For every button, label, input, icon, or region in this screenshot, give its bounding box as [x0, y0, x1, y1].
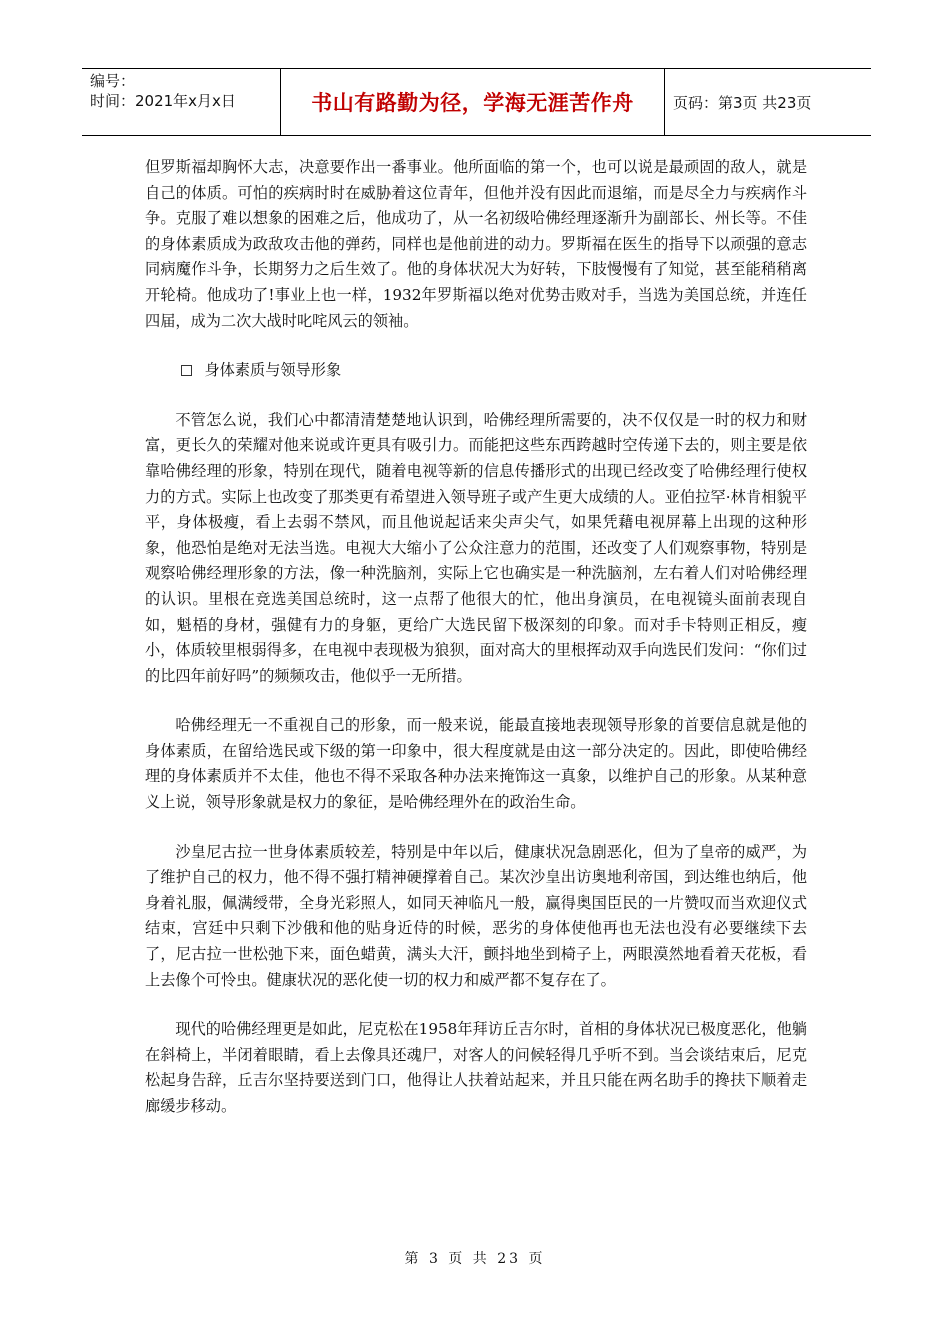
- section-heading-text: 身体素质与领导形象: [204, 361, 342, 380]
- header-meta-cell: [82, 69, 281, 135]
- header-page-cell: [665, 69, 871, 135]
- document-body: [145, 155, 807, 1144]
- paragraph-roosevelt: 但罗斯福却胸怀大志，决意要作出一番事业。他所面临的第一个，也可以说是最顽固的敌人，就是自己的体质。可怕的疾病时时在威胁着这位青年，但他并没有因此而退缩，而是尽全力与疾病作斗争。克服了难以想象的困难之后，他成功了，从一名初级哈佛经理逐渐升为副部长、州长等。不佳的身体素质成为政敌攻击他的弹药，同样也是他前进的动力。罗斯福在医生的指导下以顽强的意志同病魔作斗争，长期努力之后生效了。他的身体状况大为好转，下肢慢慢有了知觉，甚至能稍稍离开轮椅。他成功了!事业上也一样，1932年罗斯福以绝对优势击败对手，当选为美国总统，并连任四届，成为二次大战时叱咤风云的领袖。: [145, 158, 807, 330]
- motto-text: 书山有路勤为径，学海无涯苦作舟: [311, 91, 634, 115]
- serial-number-label: 编号：: [90, 72, 136, 90]
- page-info-text: 页码：第3页 共23页: [673, 93, 812, 112]
- paragraph-tsar-nicholas: 沙皇尼古拉一世身体素质较差，特别是中年以后，健康状况急剧恶化，但为了皇帝的威严，为了维护自己的权力，他不得不强打精神硬撑着自己。某次沙皇出访奥地利帝国，到达维也纳后，他身着礼服，佩满绶带，全身光彩照人，如同天神临凡一般，赢得奥国臣民的一片赞叹而当欢迎仪式结束，宫廷中只剩下沙俄和他的贴身近侍的时候，恶劣的身体使他再也无法也没有必要继续下去了，尼古拉一世松弛下来，面色蜡黄，满头大汗，颤抖地坐到椅子上，两眼漠然地看着天花板，看上去像个可怜虫。健康状况的恶化使一切的权力和威严都不复存在了。: [145, 842, 807, 989]
- time-label: 时间：2021年x月x日: [90, 92, 236, 110]
- checkbox-bullet-icon: [181, 365, 192, 376]
- paragraph-leader-image: 不管怎么说，我们心中都清清楚楚地认识到，哈佛经理所需要的，决不仅仅是一时的权力和财富，更长久的荣耀对他来说或许更具有吸引力。而能把这些东西跨越时空传递下去的，则主要是依靠哈佛经理的形象，特别在现代，随着电视等新的信息传播形式的出现已经改变了哈佛经理行使权力的方式。实际上也改变了那类更有希望进入领导班子或产生更大成绩的人。亚伯拉罕·林肯相貌平平，身体极瘦，看上去弱不禁风，而且他说起话来尖声尖气，如果凭藉电视屏幕上出现的这种形象，他恐怕是绝对无法当选。电视大大缩小了公众注意力的范围，还改变了人们观察事物，特别是观察哈佛经理形象的方法，像一种洗脑剂，实际上它也确实是一种洗脑剂，左右着人们对哈佛经理的认识。里根在竞选美国总统时，这一点帮了他很大的忙，他出身演员，在电视镜头面前表现自如，魁梧的身材，强健有力的身躯，更给广大选民留下极深刻的印象。而对手卡特则正相反，瘦小，体质较里根弱得多，在电视中表现极为狼狈，面对高大的里根挥动双手向选民们发问：“你们过的比四年前好吗”的频频攻击，他似乎一无所措。: [145, 410, 807, 685]
- paragraph-churchill: 现代的哈佛经理更是如此，尼克松在1958年拜访丘吉尔时，首相的身体状况已极度恶化，他躺在斜椅上，半闭着眼睛，看上去像具还魂尸，对客人的问候轻得几乎听不到。当会谈结束后，尼克松起身告辞，丘吉尔坚持要送到门口，他得让人扶着站起来，并且只能在两名助手的搀扶下顺着走廊缓步移动。: [145, 1020, 807, 1115]
- paragraph-physical-quality: 哈佛经理无一不重视自己的形象，而一般来说，能最直接地表现领导形象的首要信息就是他的身体素质，在留给选民或下级的第一印象中，很大程度就是由这一部分决定的。因此，即使哈佛经理的身体素质并不太佳，他也不得不采取各种办法来掩饰这一真象，以维护自己的形象。从某种意义上说，领导形象就是权力的象征，是哈佛经理外在的政治生命。: [145, 716, 807, 812]
- footer-page-number: 第 3 页 共 23 页: [404, 1251, 546, 1267]
- section-heading: [145, 358, 807, 384]
- page-header: [82, 68, 871, 136]
- header-motto-cell: [281, 69, 665, 135]
- page-footer: [0, 1248, 950, 1268]
